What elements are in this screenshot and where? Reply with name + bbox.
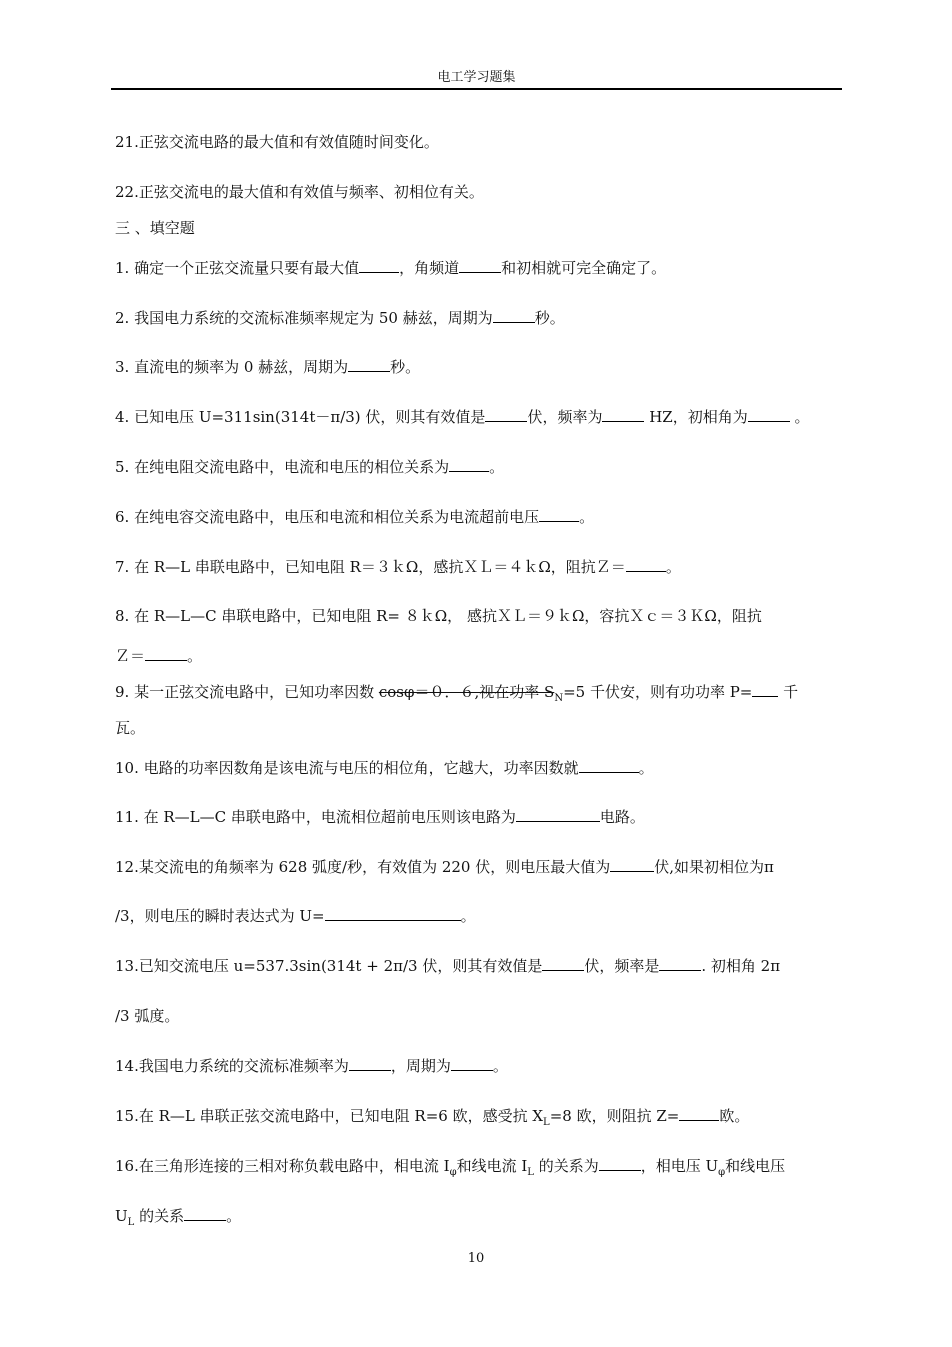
question-10: 10. 电路的功率因数角是该电流与电压的相位角，它越大，功率因数就 。: [115, 759, 654, 777]
question-8-cont: Ｚ＝ 。: [115, 647, 203, 665]
question-4: 4. 已知电压 U=311sin(314t－π/3) 伏，则其有效值是 伏，频率为 HZ，初相角为 。: [115, 408, 810, 426]
question-2: 2. 我国电力系统的交流标准频率规定为 50 赫兹，周期为 秒。: [115, 309, 565, 327]
question-16: 16.在三角形连接的三相对称负载电路中，相电流 $I_\varphi$和线电流 $I_L$ 的关系为 ，相电压 $U_\varphi$和线电压: [115, 1157, 786, 1178]
question-11: 11. 在 R—L—C 串联电路中，电流相位超前电压则该电路为 电路。: [115, 808, 645, 826]
answer-blank[interactable]: [539, 507, 579, 522]
question-15: 15.在 R—L 串联正弦交流电路中，已知电阻 R=6 欧，感受抗 $X_L=8$ 欧，则阻抗 Z= 欧。: [115, 1107, 750, 1128]
answer-blank[interactable]: [325, 906, 461, 921]
answer-blank[interactable]: [485, 407, 527, 422]
question-12: 12.某交流电的角频率为 628 弧度/秒，有效值为 220 伏，则电压最大值为 伏,如果初相位为π: [115, 858, 774, 876]
question-3: 3. 直流电的频率为 0 赫兹，周期为 秒。: [115, 358, 421, 376]
question-7: 7. 在 R—L 串联电路中，已知电阻 R＝３ｋΩ，感抗ＸＬ＝４ｋΩ，阻抗Ｚ＝ 。: [115, 558, 681, 576]
answer-blank[interactable]: [626, 557, 666, 572]
answer-blank[interactable]: [359, 258, 399, 273]
statement-22: 22.正弦交流电的最大值和有效值与频率、初相位有关。: [115, 183, 484, 201]
header-rule: [111, 88, 842, 90]
answer-blank[interactable]: [602, 407, 644, 422]
answer-blank[interactable]: [610, 857, 654, 872]
question-8: 8. 在 R—L—C 串联电路中，已知电阻 R= ８ｋΩ， 感抗ＸＬ＝９ｋΩ，容抗Ｘｃ＝３ＫΩ，阻抗: [115, 607, 762, 625]
question-14: 14.我国电力系统的交流标准频率为 ，周期为 。: [115, 1057, 508, 1075]
page-header: 电工学习题集: [437, 70, 516, 85]
answer-blank[interactable]: [579, 758, 639, 773]
answer-blank[interactable]: [748, 407, 790, 422]
answer-blank[interactable]: [348, 357, 390, 372]
answer-blank[interactable]: [542, 956, 584, 971]
question-13-cont: /3 弧度。: [115, 1007, 180, 1025]
answer-blank[interactable]: [679, 1106, 719, 1121]
section-heading: 三 、填空题: [115, 219, 195, 237]
answer-blank[interactable]: [599, 1156, 641, 1171]
answer-blank[interactable]: [516, 807, 600, 822]
answer-blank[interactable]: [459, 258, 501, 273]
answer-blank[interactable]: [493, 308, 535, 323]
question-6: 6. 在纯电容交流电路中，电压和电流和相位关系为电流超前电压 。: [115, 508, 595, 526]
statement-21: 21.正弦交流电路的最大值和有效值随时间变化。: [115, 133, 439, 151]
question-16-cont: $U_L$ 的关系 。: [115, 1207, 242, 1228]
page-number: 10: [467, 1251, 485, 1266]
answer-blank[interactable]: [145, 646, 187, 661]
question-9-cont: 瓦。: [115, 719, 146, 737]
question-1: 1. 确定一个正弦交流量只要有最大值 ，角频道 和初相就可完全确定了。: [115, 259, 667, 277]
answer-blank[interactable]: [449, 457, 489, 472]
question-12-cont: /3，则电压的瞬时表达式为 U= 。: [115, 907, 476, 925]
question-9: 9. 某一正弦交流电路中，已知功率因数 cosφ＝０．６,视在功率 $S_N=5$ 千伏安，则有功功率 P= 千: [115, 683, 799, 704]
answer-blank[interactable]: [349, 1056, 391, 1071]
answer-blank[interactable]: [451, 1056, 493, 1071]
question-13: 13.已知交流电压 u=537.3sin(314t + 2π/3 伏，则其有效值是 伏，频率是 . 初相角 2π: [115, 957, 781, 975]
answer-blank[interactable]: [659, 956, 701, 971]
answer-blank[interactable]: [184, 1206, 226, 1221]
answer-blank[interactable]: [752, 682, 778, 697]
question-5: 5. 在纯电阻交流电路中，电流和电压的相位关系为 。: [115, 458, 505, 476]
